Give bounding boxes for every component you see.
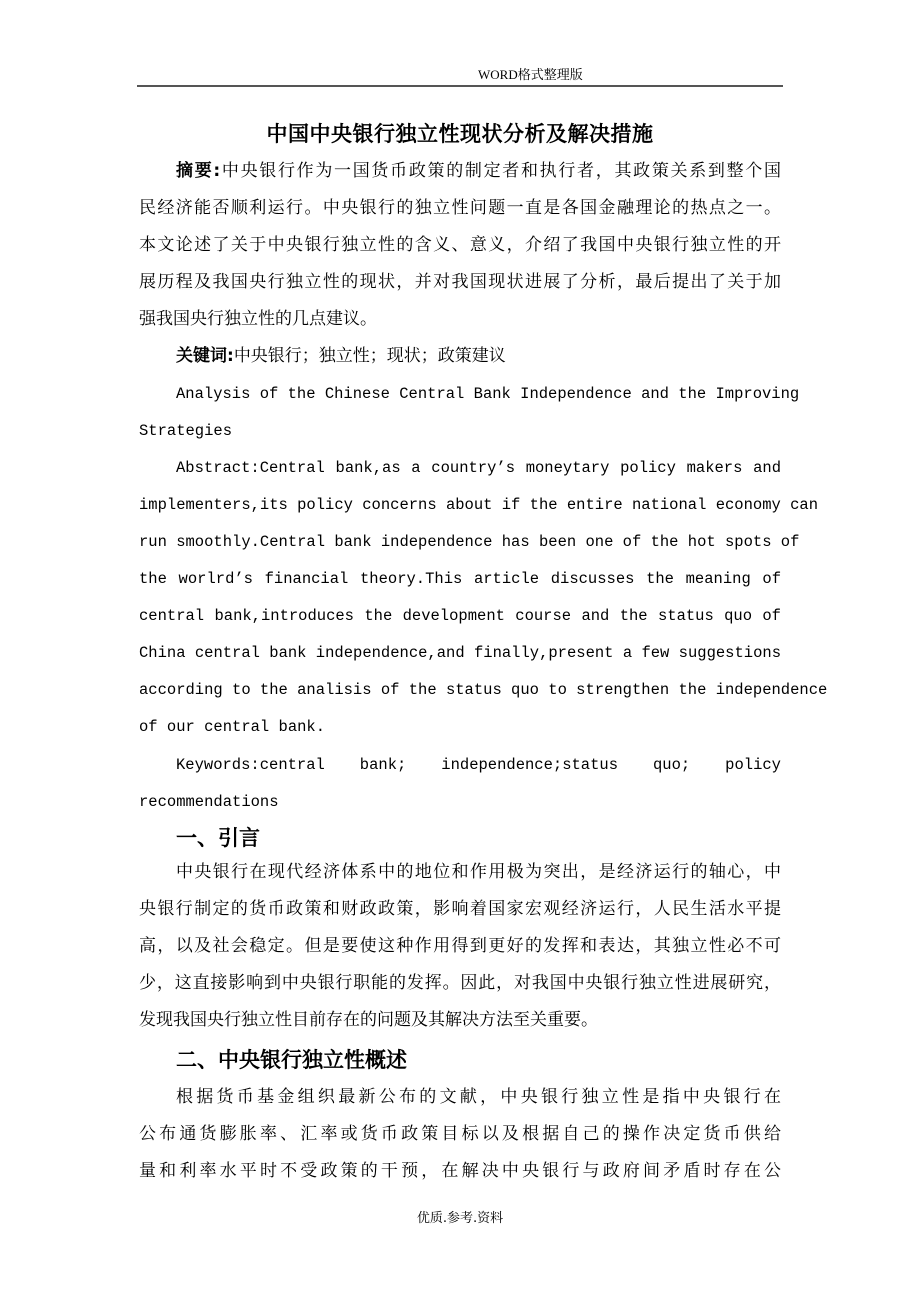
abstract-en-line: run smoothly.Central bank independence has been one of the hot spots of (139, 533, 800, 551)
paragraph-line: 发现我国央行独立性目前存在的问题及其解决方法至关重要。 (139, 1010, 598, 1030)
abstract-cn-line: 本文论述了关于中央银行独立性的含义、意义，介绍了我国中央银行独立性的开 (139, 235, 781, 255)
page-footer: 优质.参考.资料 (416, 1211, 504, 1226)
paragraph-line: 少，这直接影响到中央银行职能的发挥。因此，对我国中央银行独立性进展研究， (139, 973, 781, 993)
paragraph-line: 央银行制定的货币政策和财政政策，影响着国家宏观经济运行，人民生活水平提 (139, 899, 781, 919)
page-header: WORD格式整理版 (478, 67, 583, 82)
abstract-en-line: implementers,its policy concerns about if the entire national economy can (139, 496, 819, 514)
abstract-cn-line: 摘要:中央银行作为一国货币政策的制定者和执行者，其政策关系到整个国 (176, 161, 781, 181)
paragraph-line: 公布通货膨胀率、汇率或货币政策目标以及根据自己的操作决定货币供给 (139, 1124, 781, 1144)
header-divider (137, 85, 783, 87)
keywords-en-line: Keywords:central bank; independence;status quo; policy (176, 756, 781, 774)
section-heading-intro: 一、引言 (176, 826, 260, 850)
keywords-en-line: recommendations (139, 793, 279, 811)
paragraph-line: 高，以及社会稳定。但是要使这种作用得到更好的发挥和表达，其独立性必不可 (139, 936, 781, 956)
keywords-label: 关键词: (176, 346, 234, 366)
paragraph-line: 根据货币基金组织最新公布的文献，中央银行独立性是指中央银行在 (176, 1087, 781, 1107)
paragraph-line: 中央银行在现代经济体系中的地位和作用极为突出，是经济运行的轴心，中 (176, 862, 781, 882)
abstract-label: 摘要: (176, 161, 221, 181)
abstract-en-line: according to the analisis of the status quo to strengthen the independence (139, 681, 828, 699)
paragraph-line: 量和利率水平时不受政策的干预，在解决中央银行与政府间矛盾时存在公 (139, 1161, 781, 1181)
abstract-en-line: Abstract:Central bank,as a country’s moneytary policy makers and (176, 459, 781, 477)
abstract-cn-line: 强我国央行独立性的几点建议。 (139, 309, 377, 329)
english-title-line: Analysis of the Chinese Central Bank Independence and the Improving (176, 385, 800, 403)
keywords-cn: 关键词:中央银行；独立性；现状；政策建议 (176, 346, 506, 366)
abstract-en-line: central bank,introduces the development course and the status quo of (139, 607, 781, 625)
abstract-en-line: China central bank independence,and finally,present a few suggestions (139, 644, 781, 662)
abstract-cn-line: 民经济能否顺利运行。中央银行的独立性问题一直是各国金融理论的热点之一。 (139, 198, 781, 218)
abstract-en-line: of our central bank. (139, 718, 326, 736)
abstract-cn-line: 展历程及我国央行独立性的现状，并对我国现状进展了分析，最后提出了关于加 (139, 272, 781, 292)
english-title-line: Strategies (139, 422, 233, 440)
abstract-en-line: the worlrd’s financial theory.This article discusses the meaning of (139, 570, 781, 588)
section-heading-overview: 二、中央银行独立性概述 (176, 1048, 407, 1072)
document-title: 中国中央银行独立性现状分析及解决措施 (266, 122, 654, 146)
